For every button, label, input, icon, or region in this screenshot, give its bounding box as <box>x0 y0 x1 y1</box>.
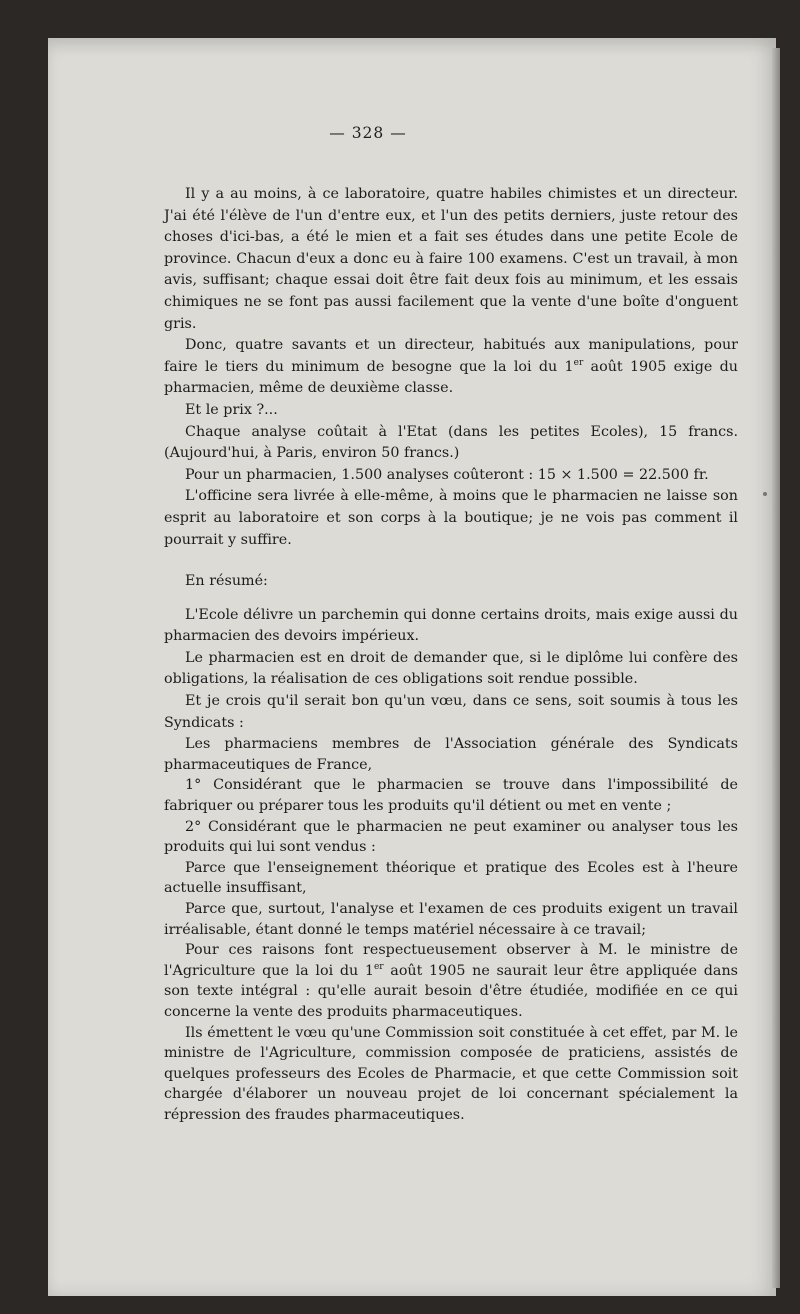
section-heading: En résumé: <box>185 573 268 590</box>
paragraph: Il y a au moins, à ce laboratoire, quatre habiles chimistes et un directeur. J'ai été l'élève de l'un d'entre eux, et l'un des petits derniers, juste retour des choses d'ici-bas, a été le mien et a fait ses études dans une petite Ecole de province. Chacun d'eux a donc eu à faire 100 examens. C'est un travail, à mon avis, suffisant; chaque essai doit être fait deux fois au minimum, et les essais chimiques ne se font pas aussi facilement que la vente d'une boîte d'onguent gris. <box>164 186 738 332</box>
page-number: — 328 — <box>329 124 407 142</box>
paragraph: Chaque analyse coûtait à l'Etat (dans les petites Ecoles), 15 francs. (Aujourd'hui, à Paris, environ 50 francs.) <box>164 423 738 462</box>
paragraph: Donc, quatre savants et un directeur, habitués aux manipulations, pour faire le tiers du minimum de besogne que la loi du 1er août 1905 exige du pharmacien, même de deuxième classe. <box>164 337 738 397</box>
paragraph: L'Ecole délivre un parchemin qui donne certains droits, mais exige aussi du pharmacien des devoirs impérieux. <box>164 606 738 645</box>
paragraph: Le pharmacien est en droit de demander que, si le diplôme lui confère des obligations, la réalisation de ces obligations soit rendue possible. <box>164 649 738 688</box>
margin-mark <box>763 492 767 496</box>
paragraph: Et le prix ?... <box>185 401 278 418</box>
paragraph: L'officine sera livrée à elle-même, à moins que le pharmacien ne laisse son esprit au laboratoire et son corps à la boutique; je ne vois pas comment il pourrait y suffire. <box>164 488 738 548</box>
body-text <box>164 184 738 1126</box>
resolution-paragraph: 1° Considérant que le pharmacien se trouve dans l'impossibilité de fabriquer ou préparer tous les produits qu'il détient ou met en vente ; <box>164 777 738 815</box>
paragraph: Et je crois qu'il serait bon qu'un vœu, dans ce sens, soit soumis à tous les Syndicats : <box>164 693 738 731</box>
resolution-paragraph: Pour ces raisons font respectueusement observer à M. le ministre de l'Agriculture que la loi du 1er août 1905 ne saurait leur être appliquée dans son texte intégral : qu'elle aurait besoin d'être étudiée, modifiée en ce qui concerne la vente des produits pharmaceutiques. <box>164 942 738 1020</box>
paragraph: Pour un pharmacien, 1.500 analyses coûteront : 15 × 1.500 = 22.500 fr. <box>185 466 709 483</box>
resolution-paragraph: 2° Considérant que le pharmacien ne peut examiner ou analyser tous les produits qui lui sont vendus : <box>164 818 738 856</box>
resolution-paragraph: Parce que l'enseignement théorique et pratique des Ecoles est à l'heure actuelle insuffisant, <box>164 859 738 897</box>
page-edge <box>772 48 780 1288</box>
resolution-paragraph: Les pharmaciens membres de l'Association générale des Syndicats pharmaceutiques de France, <box>164 736 738 773</box>
resolution-paragraph: Ils émettent le vœu qu'une Commission soit constituée à cet effet, par M. le ministre de l'Agriculture, commission composée de praticiens, assistés de quelques professeurs des Ecoles de Pharmacie, et que cette Commission soit chargée d'élaborer un nouveau projet de loi concernant spécialement la répression des fraudes pharmaceutiques. <box>164 1024 738 1123</box>
resolution-paragraph: Parce que, surtout, l'analyse et l'examen de ces produits exigent un travail irréalisable, étant donné le temps matériel nécessaire à ce travail; <box>164 901 738 938</box>
